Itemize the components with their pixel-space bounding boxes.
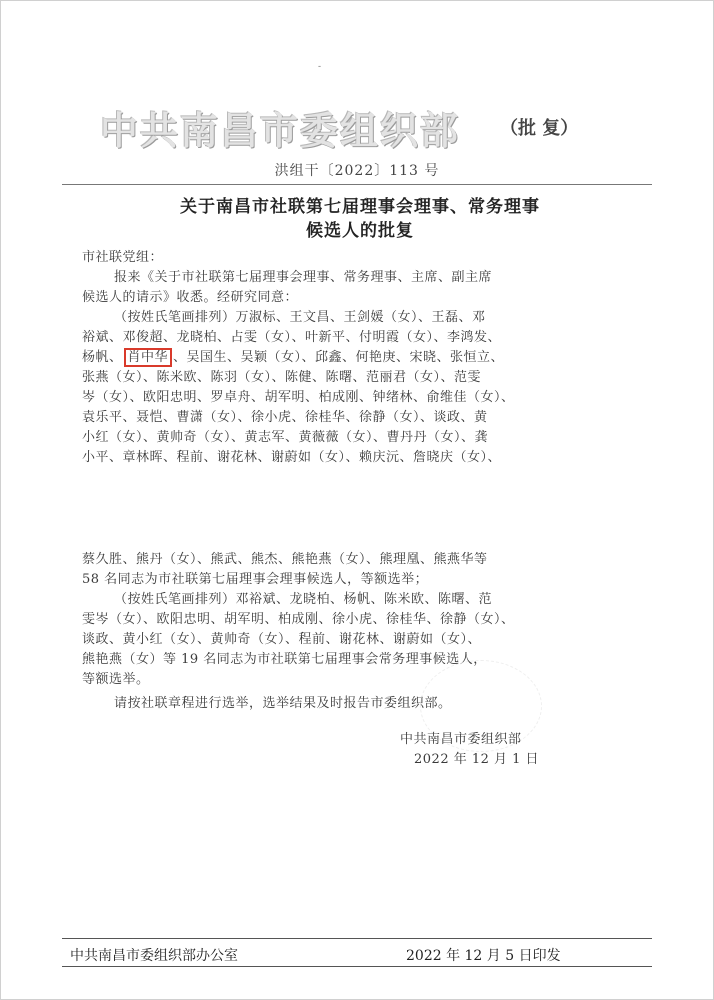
continuation-line: 谈政、黄小红（女）、黄帅奇（女）、程前、谢花林、谢蔚如（女）、 [82,632,482,647]
header-rule [62,184,652,185]
list-text: 杨帆、 [82,350,123,365]
continuation-line: （按姓氏笔画排列）邓裕斌、龙晓柏、杨帆、陈米欧、陈曙、范 [114,592,493,607]
addressee: 市社联党组： [82,250,164,265]
highlighted-name: 肖中华 [124,348,173,367]
candidate-list-line: 小平、章林晖、程前、谢花林、谢蔚如（女）、赖庆沅、詹晓庆（女）、 [82,450,502,465]
letterhead-suffix: （批 复） [500,118,579,139]
continuation-line: 58 名同志为市社联第七届理事会理事候选人，等额选举； [82,572,429,587]
candidate-list-line: 小红（女）、黄帅奇（女）、黄志军、黄薇薇（女）、曹丹丹（女）、龚 [82,430,489,445]
intro-line: 报来《关于市社联第七届理事会理事、常务理事、主席、副主席 [114,270,493,285]
candidate-list-line: 岑（女）、欧阳忠明、罗卓舟、胡军明、柏成刚、钟绪林、俞维佳（女）、 [82,390,515,405]
footer-rule-bottom [62,966,652,967]
footer-office: 中共南昌市委组织部办公室 [70,948,238,964]
footer-print-date: 2022 年 12 月 5 日印发 [406,948,561,964]
document-number: 洪组干〔2022〕113 号 [274,163,440,179]
candidate-list-line [82,346,504,365]
candidate-list-line: 袁乐平、聂恺、曹潇（女）、徐小虎、徐桂华、徐静（女）、谈政、黄 [82,410,488,425]
signature-date: 2022 年 12 月 1 日 [414,752,540,767]
candidate-list-line: 裕斌、邓俊超、龙晓柏、占雯（女）、叶新平、付明霞（女）、李鸿发、 [82,330,502,345]
letterhead: 中共南昌市委组织部 [100,108,461,153]
instruction-line: 请按社联章程进行选举，选举结果及时报告市委组织部。 [114,696,452,711]
intro-line: 候选人的请示》收悉。经研究同意： [82,290,299,305]
footer-rule-top [62,938,652,939]
scan-mark: - [318,62,322,72]
continuation-line: 雯岑（女）、欧阳忠明、胡军明、柏成刚、徐小虎、徐桂华、徐静（女）、 [82,612,515,627]
continuation-line: 蔡久胜、熊丹（女）、熊武、熊杰、熊艳燕（女）、熊理凰、熊燕华等 [82,552,488,567]
document-title-line-2: 候选人的批复 [306,221,414,241]
signature-org: 中共南昌市委组织部 [400,732,522,747]
candidate-list-line: 张燕（女）、陈米欧、陈羽（女）、陈健、陈曙、范丽君（女）、范雯 [82,370,482,385]
document-title-line-1: 关于南昌市社联第七届理事会理事、常务理事 [180,197,540,217]
list-text: 、吴国生、吴颖（女）、邱鑫、何艳庚、宋晓、张恒立、 [173,350,505,365]
candidate-list-line: （按姓氏笔画排列）万淑标、王文昌、王剑媛（女）、王磊、邓 [114,310,486,325]
continuation-line: 等额选举。 [82,672,150,687]
continuation-line: 熊艳燕（女）等 19 名同志为市社联第七届理事会常务理事候选人， [82,652,487,667]
